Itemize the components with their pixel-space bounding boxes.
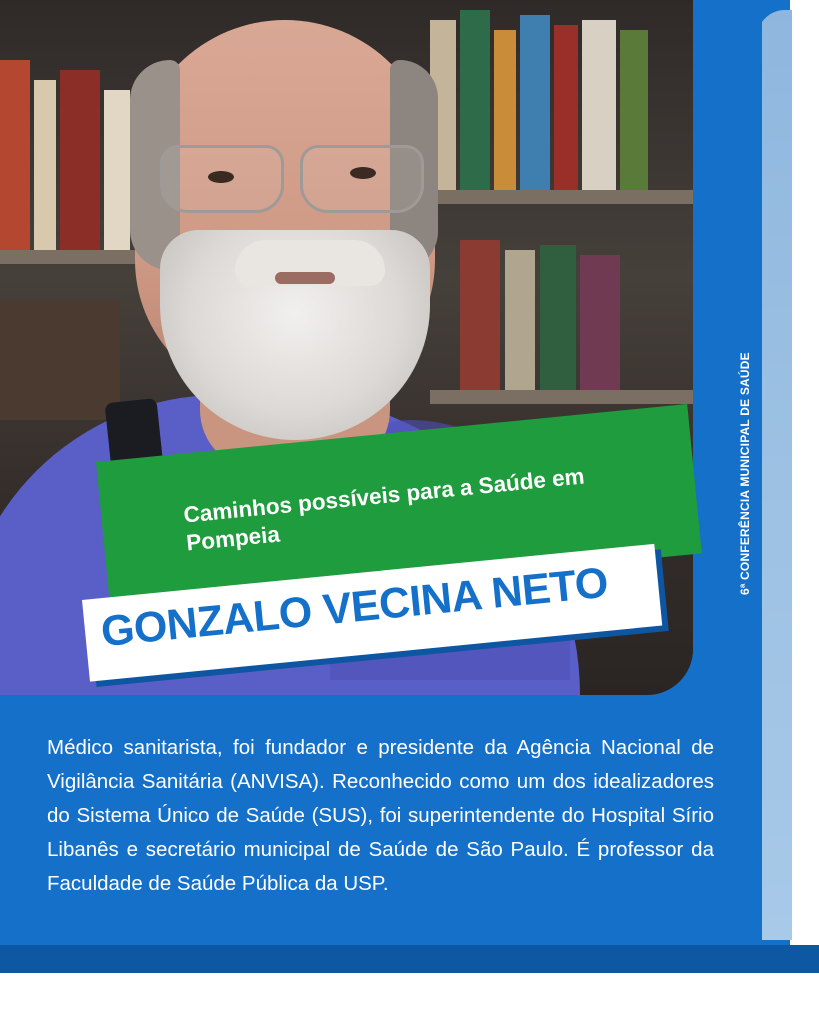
book: [580, 255, 620, 390]
book: [0, 60, 30, 250]
book: [505, 250, 535, 390]
eye: [208, 171, 234, 183]
book: [620, 30, 648, 190]
book: [554, 25, 578, 190]
shelf: [0, 250, 150, 264]
book: [104, 90, 130, 250]
book: [0, 300, 120, 420]
glasses-lens: [300, 145, 424, 213]
speaker-bio: Médico sanitarista, foi fundador e presidente da Agência Nacional de Vigilância Sanitária (ANVISA). Reconhecido como um dos idealizadores do Sistema Único de Saúde (SUS), foi superintendente do Hospital Sírio Libanês e secretário municipal de Saúde de São Paulo. É professor da Faculdade de Saúde Pública da USP.: [47, 736, 714, 895]
book: [582, 20, 616, 190]
glasses-icon: [160, 145, 430, 215]
decorative-white-strip: [792, 0, 819, 950]
book: [60, 70, 100, 250]
footer-blank: [0, 973, 819, 1024]
mouth: [275, 272, 335, 284]
subtitle-text: Caminhos possíveis para a Saúde em Pompeia: [182, 463, 586, 556]
shelf: [430, 390, 693, 404]
book: [540, 245, 576, 390]
speaker-name: GONZALO VECINA NETO: [98, 558, 611, 657]
book: [34, 80, 56, 250]
book: [520, 15, 550, 190]
bottom-band: [0, 945, 819, 973]
shelf: [420, 190, 693, 204]
book: [494, 30, 516, 190]
book: [460, 240, 500, 390]
eye: [350, 167, 376, 179]
book: [460, 10, 490, 190]
event-label: 6ª CONFERÊNCIA MUNICIPAL DE SAÚDE: [738, 352, 752, 595]
